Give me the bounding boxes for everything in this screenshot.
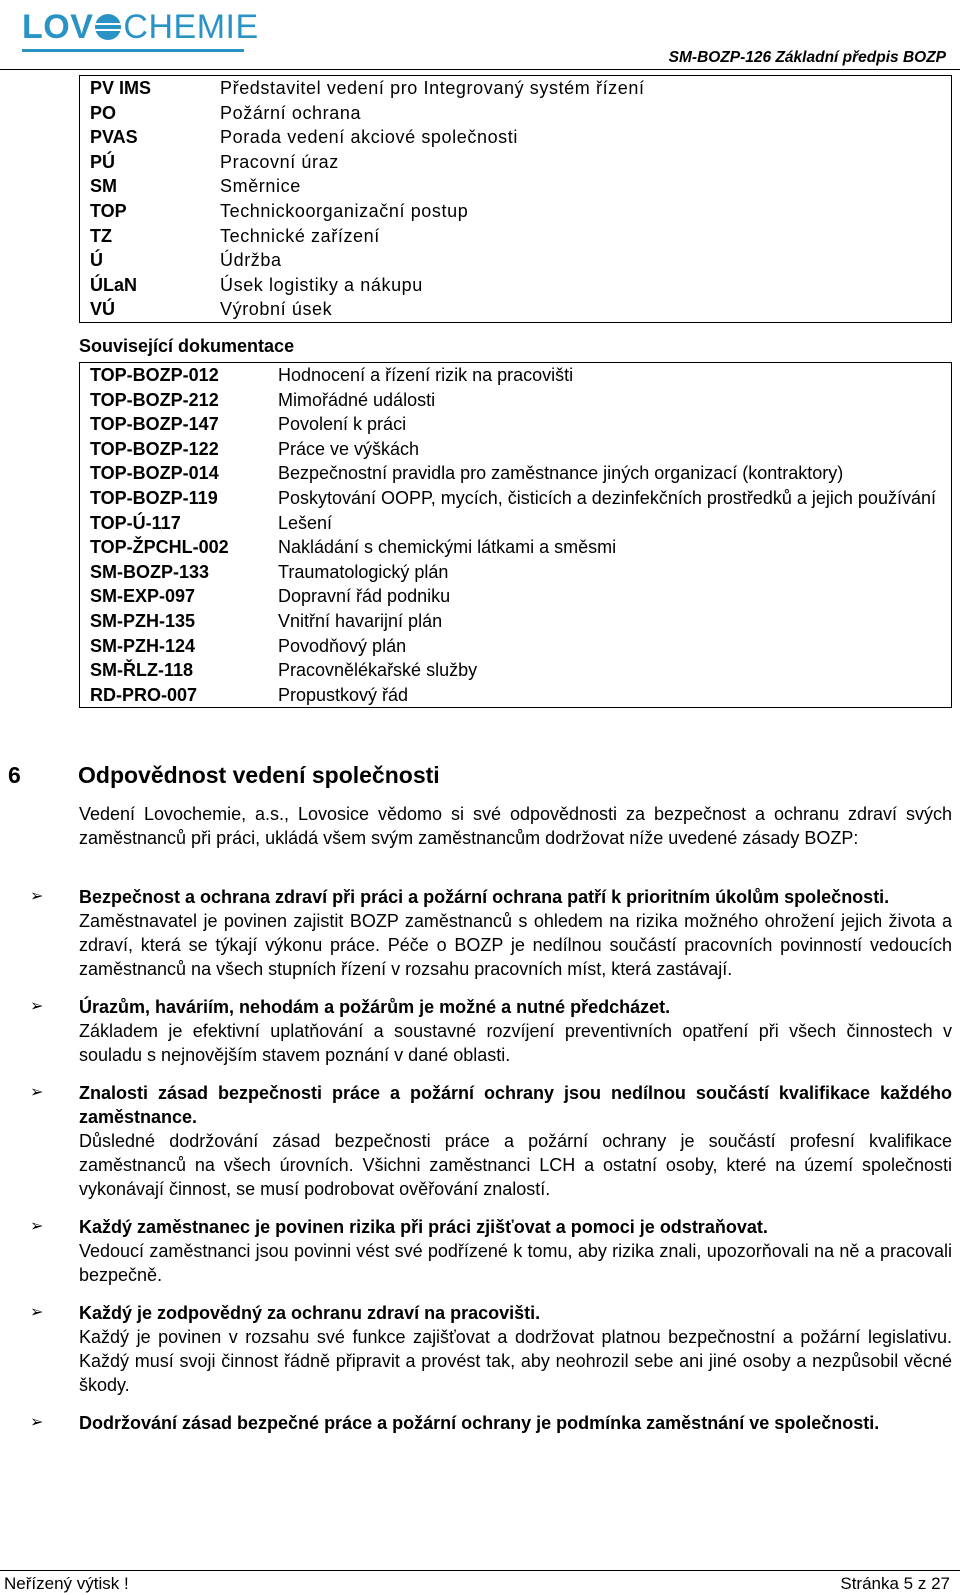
related-doc-name: Povolení k práci: [278, 414, 407, 435]
related-doc-code: TOP-Ú-117: [90, 512, 181, 533]
related-doc-code: SM-EXP-097: [90, 586, 196, 607]
related-doc-row: [80, 683, 952, 708]
section-title: Odpovědnost vedení společnosti: [78, 762, 440, 788]
document-id: SM-BOZP-126 Základní předpis BOZP: [668, 49, 946, 66]
related-doc-name: Vnitřní havarijní plán: [278, 610, 443, 631]
related-doc-code: SM-ŘLZ-118: [90, 660, 194, 681]
related-doc-name: Povodňový plán: [278, 635, 407, 656]
related-doc-name: Nakládání s chemickými látkami a směsmi: [278, 537, 617, 558]
related-doc-name: Poskytování OOPP, mycích, čisticích a dezinfekčních prostředků a jejich používání: [278, 487, 936, 508]
related-doc-code: SM-BOZP-133: [90, 561, 210, 582]
related-doc-row: [80, 388, 952, 413]
related-doc-row: [80, 584, 952, 609]
footer-copy-status: Neřízený výtisk !: [4, 1574, 129, 1593]
logo-text-right: CHEMIE: [123, 8, 259, 46]
related-doc-name: Pracovnělékařské služby: [278, 660, 478, 681]
related-docs-title: Související dokumentace: [79, 336, 295, 356]
related-doc-code: RD-PRO-007: [90, 684, 198, 705]
logo-globe-icon: [95, 14, 121, 40]
related-doc-row: [80, 461, 952, 486]
abbreviation-row: [80, 125, 952, 150]
abbreviation-meaning: Technické zařízení: [220, 225, 380, 246]
principle-item: [30, 1301, 952, 1397]
related-doc-code: TOP-BOZP-012: [90, 365, 219, 385]
related-doc-row: [80, 486, 952, 511]
related-doc-row: [80, 535, 952, 560]
principle-item: [30, 995, 952, 1067]
abbreviation-row: [80, 248, 952, 273]
abbreviation-meaning: Směrnice: [220, 176, 301, 197]
principle-text: Vedoucí zaměstnanci jsou povinni vést své podřízené k tomu, aby rizika znali, upozorňovali na ně a pracovali bezpečně.: [79, 1241, 952, 1285]
related-doc-name: Traumatologický plán: [278, 561, 449, 582]
lovochemie-logo: [22, 10, 259, 44]
related-doc-row: [80, 511, 952, 536]
related-doc-row: [80, 412, 952, 437]
arrow-bullet-icon: ➢: [30, 1084, 44, 1101]
abbreviation-row: [80, 297, 952, 322]
abbreviation-meaning: Požární ochrana: [220, 102, 362, 123]
principle-heading: Úrazům, haváriím, nehodám a požárům je možné a nutné předcházet.: [79, 997, 671, 1017]
related-doc-row: [80, 609, 952, 634]
abbreviation-meaning: Pracovní úraz: [220, 151, 339, 172]
section-intro: Vedení Lovochemie, a.s., Lovosice vědomo si své odpovědnosti za bezpečnost a ochranu zdraví svých zaměstnanců při práci, ukládá všem svým zaměstnancům dodržovat níže uvedené zásady BOZP:: [79, 804, 952, 848]
related-doc-name: Propustkový řád: [278, 684, 409, 705]
principle-heading: Každý je zodpovědný za ochranu zdraví na pracovišti.: [79, 1303, 541, 1323]
principle-heading: Každý zaměstnanec je povinen rizika při práci zjišťovat a pomoci je odstraňovat.: [79, 1217, 768, 1237]
principle-item: [30, 1215, 952, 1287]
principles-list: [30, 885, 952, 1449]
related-doc-code: TOP-BOZP-212: [90, 389, 219, 410]
principle-heading: Dodržování zásad bezpečné práce a požární ochrany je podmínka zaměstnání ve společnosti.: [79, 1413, 880, 1433]
arrow-bullet-icon: ➢: [30, 1304, 44, 1321]
arrow-bullet-icon: ➢: [30, 1218, 44, 1235]
abbreviation-row: [80, 101, 952, 126]
logo-underline: [22, 49, 244, 52]
abbreviation-code: TZ: [90, 225, 112, 246]
logo-text-left: LOV: [22, 8, 94, 46]
related-doc-code: TOP-BOZP-014: [90, 463, 219, 484]
abbreviation-row: [80, 76, 952, 101]
section-heading: [8, 762, 440, 789]
principle-heading: Znalosti zásad bezpečnosti práce a požární ochrany jsou nedílnou součástí kvalifikace každého zaměstnance.: [79, 1083, 952, 1127]
related-doc-name: Práce ve výškách: [278, 438, 420, 459]
principle-text: Základem je efektivní uplatňování a soustavné rozvíjení preventivních opatření při všech činnostech v souladu s nejnovějším stavem poznání v dané oblasti.: [79, 1021, 952, 1065]
footer-divider: [0, 1570, 960, 1571]
abbreviation-meaning: Úsek logistiky a nákupu: [220, 274, 423, 295]
abbreviation-row: [80, 150, 952, 175]
related-doc-row: [80, 634, 952, 659]
related-doc-code: TOP-ŽPCHL-002: [90, 537, 229, 558]
abbreviation-row: [80, 199, 952, 224]
principle-text: Každý je povinen v rozsahu své funkce zajišťovat a dodržovat platnou bezpečnostní a požární legislativu. Každý musí svoji činnost řádně připravit a provést tak, aby neohrozil sebe ani jiné osoby a nezpůsobil věcné škody.: [79, 1327, 952, 1395]
abbreviation-meaning: Představitel vedení pro Integrovaný systém řízení: [220, 78, 645, 98]
related-doc-name: Lešení: [278, 512, 333, 533]
abbreviation-meaning: Technickoorganizační postup: [220, 200, 469, 221]
principle-heading: Bezpečnost a ochrana zdraví při práci a požární ochrana patří k prioritním úkolům společnosti.: [79, 887, 890, 907]
related-doc-code: TOP-BOZP-119: [90, 487, 218, 508]
related-doc-name: Dopravní řád podniku: [278, 586, 451, 607]
arrow-bullet-icon: ➢: [30, 998, 44, 1015]
principle-item: [30, 1081, 952, 1201]
related-doc-row: [80, 658, 952, 683]
abbreviation-code: PV IMS: [90, 78, 152, 98]
abbreviation-meaning: Výrobní úsek: [220, 299, 333, 320]
arrow-bullet-icon: ➢: [30, 888, 44, 905]
principle-text: Důsledné dodržování zásad bezpečnosti práce a požární ochrany je součástí profesní kvalifikace zaměstnanců na všech úrovních. Všichni zaměstnanci LCH a ostatní osoby, které na území společnosti vykonávají činnost, se musí podrobovat ověřování znalostí.: [79, 1131, 952, 1199]
principle-text: Zaměstnavatel je povinen zajistit BOZP zaměstnanců s ohledem na rizika možného ohrožení jejich života a zdraví, která se týkají výkonu práce. Péče o BOZP je nedílnou součástí pracovních povinností vedoucích zaměstnanců na všech stupních řízení v rozsahu pracovních míst, která zastávají.: [79, 911, 952, 979]
related-doc-row: [80, 363, 952, 388]
section-number: 6: [8, 762, 21, 788]
abbreviation-code: VÚ: [90, 299, 116, 320]
abbreviation-meaning: Porada vedení akciové společnosti: [220, 127, 518, 148]
related-doc-name: Mimořádné události: [278, 389, 436, 410]
abbreviation-code: ÚLaN: [90, 274, 138, 295]
abbreviation-row: [80, 174, 952, 199]
abbreviation-code: Ú: [90, 250, 103, 271]
related-doc-code: TOP-BOZP-147: [90, 414, 219, 435]
arrow-bullet-icon: ➢: [30, 1414, 44, 1431]
related-doc-row: [80, 560, 952, 585]
page-header: [0, 0, 960, 70]
principle-item: [30, 885, 952, 981]
abbreviations-table: [79, 75, 952, 323]
abbreviation-code: PVAS: [90, 127, 138, 148]
abbreviation-row: [80, 224, 952, 249]
abbreviation-meaning: Údržba: [220, 250, 282, 271]
principle-item: [30, 1411, 952, 1435]
header-divider: [0, 69, 960, 70]
abbreviation-code: PÚ: [90, 151, 116, 172]
related-doc-code: TOP-BOZP-122: [90, 438, 219, 459]
abbreviation-row: [80, 273, 952, 298]
related-doc-code: SM-PZH-135: [90, 610, 196, 631]
abbreviation-code: PO: [90, 102, 117, 123]
page-number: Stránka 5 z 27: [840, 1574, 950, 1593]
related-docs-table: [79, 362, 952, 708]
abbreviation-code: TOP: [90, 200, 127, 221]
abbreviation-code: SM: [90, 176, 117, 197]
related-doc-name: Bezpečnostní pravidla pro zaměstnance jiných organizací (kontraktory): [278, 463, 844, 484]
related-doc-name: Hodnocení a řízení rizik na pracovišti: [278, 365, 574, 385]
related-doc-code: SM-PZH-124: [90, 635, 196, 656]
related-doc-row: [80, 437, 952, 462]
